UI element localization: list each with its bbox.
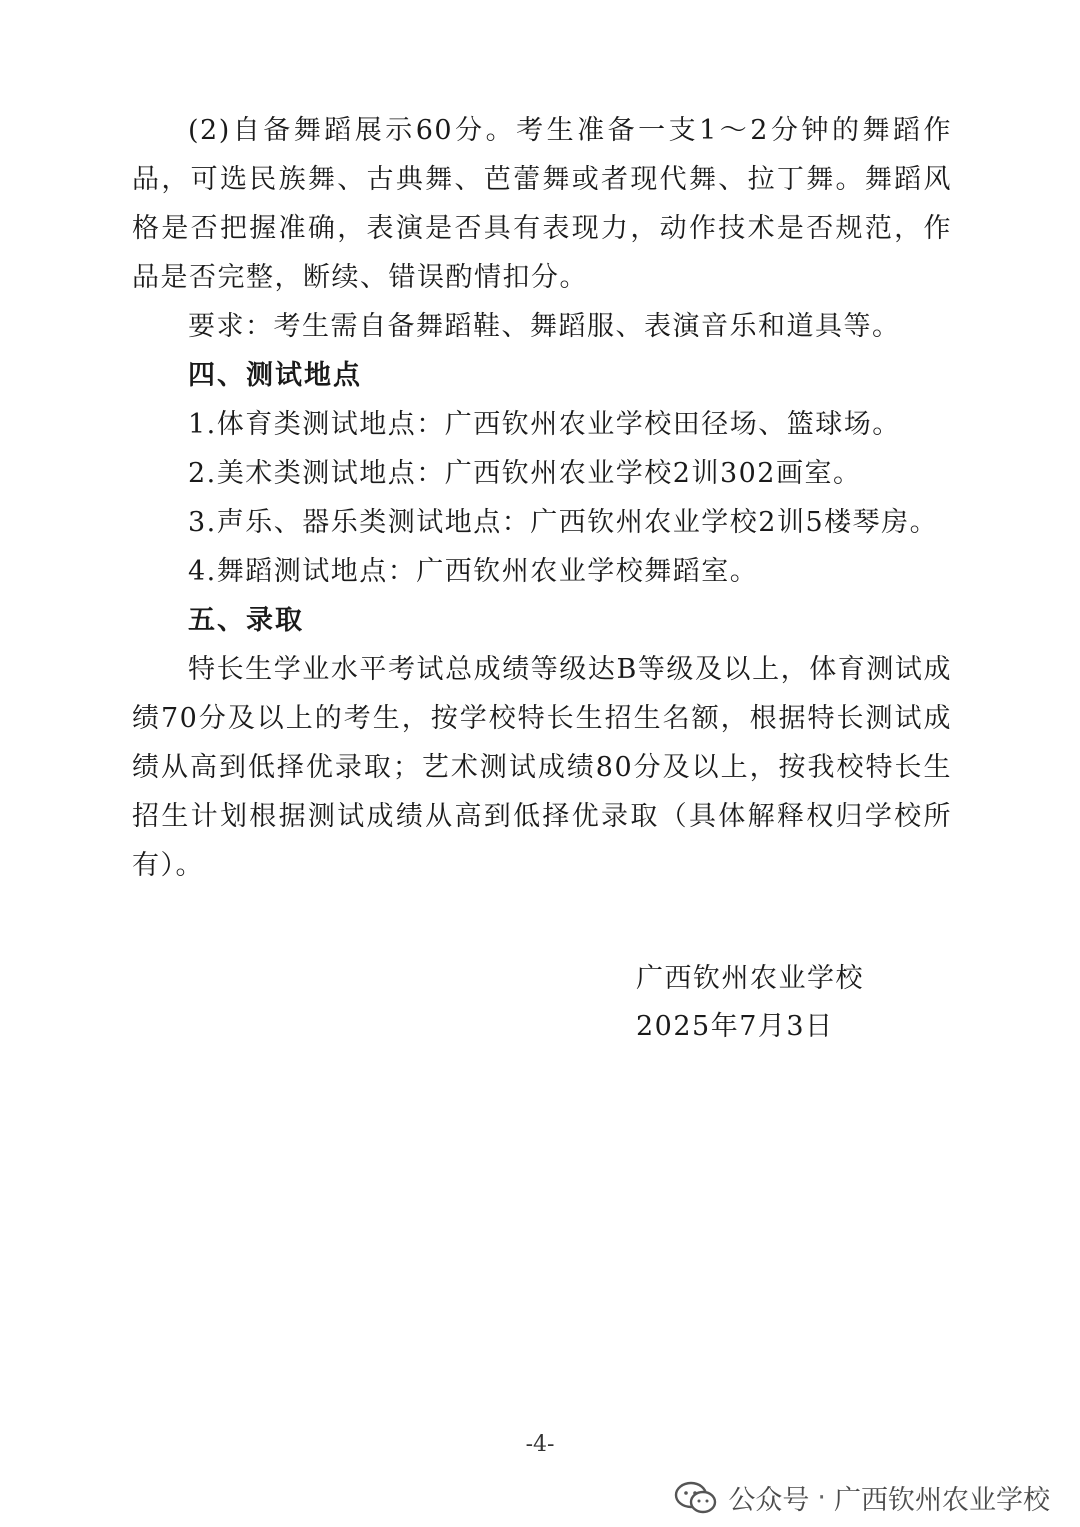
signature-date: 2025年7月3日 — [636, 1011, 834, 1042]
watermark-label: 公众号 — [728, 1485, 810, 1516]
paragraph-location-art: 2.美术类测试地点：广西钦州农业学校2训302画室。 — [188, 458, 862, 489]
paragraph-location-sports: 1.体育类测试地点：广西钦州农业学校田径场、篮球场。 — [188, 409, 901, 440]
signature-block — [636, 955, 864, 1051]
section-heading-test-locations: 四、测试地点 — [188, 360, 362, 391]
paragraph-admission: 特长生学业水平考试总成绩等级达B等级及以上，体育测试成绩70分及以上的考生，按学校特长生招生名额，根据特长测试成绩从高到低择优录取；艺术测试成绩80分及以上，按我校特长生招生计划根据测试成绩从高到低择优录取（具体解释权归学校所有）。 — [132, 654, 952, 881]
document-body — [132, 106, 952, 890]
watermark-separator: · — [817, 1482, 826, 1513]
paragraph-dance-showcase: (2)自备舞蹈展示60分。考生准备一支1～2分钟的舞蹈作品，可选民族舞、古典舞、芭蕾舞或者现代舞、拉丁舞。舞蹈风格是否把握准确，表演是否具有表现力，动作技术是否规范，作品是否完整，断续、错误酌情扣分。 — [132, 115, 952, 293]
page-number: -4- — [525, 1432, 555, 1457]
section-heading-admission: 五、录取 — [188, 605, 304, 636]
paragraph-location-music: 3.声乐、器乐类测试地点：广西钦州农业学校2训5楼琴房。 — [188, 507, 939, 538]
paragraph-location-dance: 4.舞蹈测试地点：广西钦州农业学校舞蹈室。 — [188, 556, 759, 587]
wechat-watermark — [674, 1478, 1050, 1517]
paragraph-requirements: 要求：考生需自备舞蹈鞋、舞蹈服、表演音乐和道具等。 — [188, 311, 901, 342]
wechat-icon — [674, 1481, 718, 1515]
watermark-account: 广西钦州农业学校 — [834, 1485, 1050, 1516]
signature-organization: 广西钦州农业学校 — [636, 963, 864, 994]
